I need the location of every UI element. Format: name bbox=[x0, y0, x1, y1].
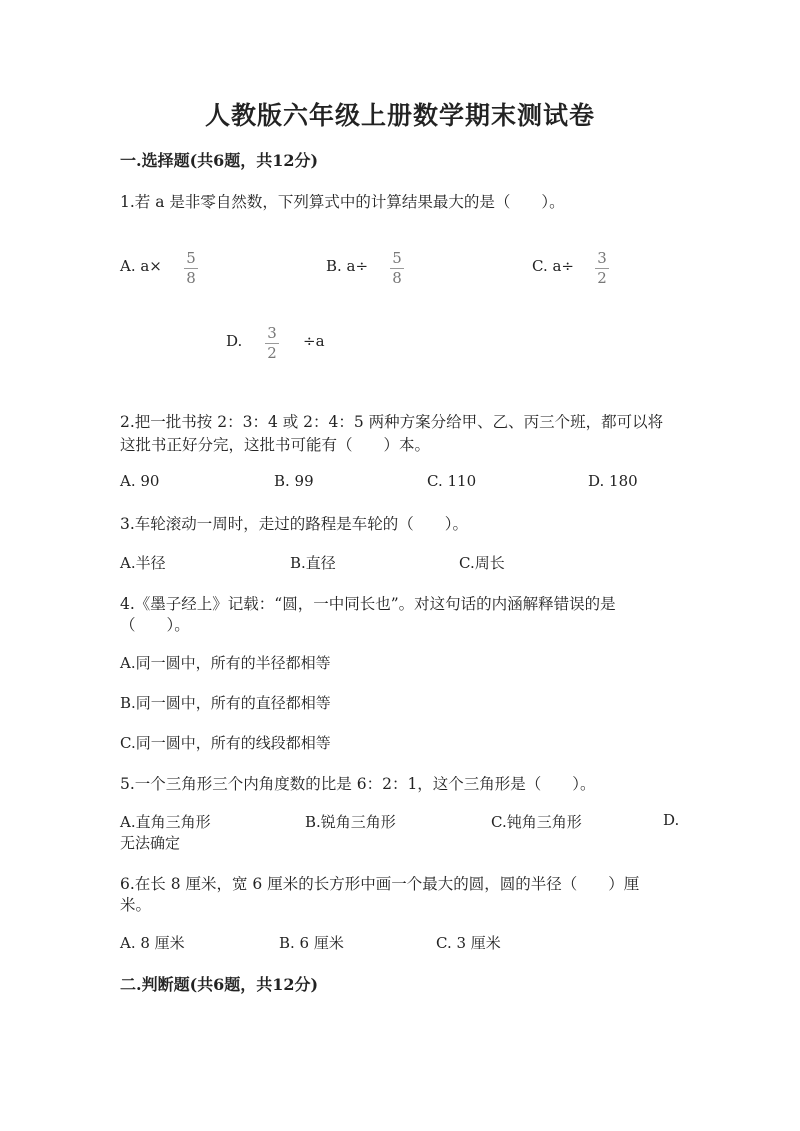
question-5-stem: 5.一个三角形三个内角度数的比是 6：2：1，这个三角形是（ ）。 bbox=[120, 775, 596, 793]
q6-option-c: C. 3 厘米 bbox=[436, 934, 501, 952]
q4-option-c: C.同一圆中，所有的线段都相等 bbox=[120, 734, 331, 752]
section-heading-judgment: 二.判断题(共6题，共12分) bbox=[120, 975, 319, 994]
q4-option-b: B.同一圆中，所有的直径都相等 bbox=[120, 694, 331, 712]
q1-option-c-label: C. a÷ bbox=[532, 257, 574, 275]
denominator: 8 bbox=[392, 269, 402, 287]
question-6-line2: 米。 bbox=[120, 896, 152, 914]
q1-option-b-label: B. a÷ bbox=[326, 257, 369, 275]
q2-option-c: C. 110 bbox=[427, 472, 477, 490]
q5-option-a: A.直角三角形 bbox=[120, 813, 211, 831]
q6-option-a: A. 8 厘米 bbox=[120, 934, 185, 952]
numerator: 3 bbox=[267, 324, 277, 342]
q3-option-c: C.周长 bbox=[459, 554, 505, 572]
q3-option-a: A.半径 bbox=[120, 554, 166, 572]
denominator: 2 bbox=[267, 344, 277, 362]
q2-option-d: D. 180 bbox=[588, 472, 638, 490]
question-4-line2: （ ）。 bbox=[120, 616, 190, 634]
numerator: 3 bbox=[597, 249, 607, 267]
question-2-line2: 这批书正好分完，这批书可能有（ ）本。 bbox=[120, 436, 431, 454]
q1-option-d-fraction bbox=[263, 325, 281, 362]
question-3-stem: 3.车轮滚动一周时，走过的路程是车轮的（ ）。 bbox=[120, 515, 469, 533]
q4-option-a: A.同一圆中，所有的半径都相等 bbox=[120, 654, 331, 672]
numerator: 5 bbox=[186, 249, 196, 267]
question-6-line1: 6.在长 8 厘米，宽 6 厘米的长方形中画一个最大的圆，圆的半径（ ）厘 bbox=[120, 875, 640, 893]
q1-option-d-label: D. bbox=[226, 332, 243, 350]
q5-option-d: D. bbox=[663, 811, 680, 829]
denominator: 8 bbox=[186, 269, 196, 287]
q5-option-d-text: 无法确定 bbox=[120, 834, 181, 852]
q1-option-d-suffix: ÷a bbox=[303, 332, 325, 350]
q2-option-a: A. 90 bbox=[120, 472, 160, 490]
q6-option-b: B. 6 厘米 bbox=[279, 934, 344, 952]
question-4-line1: 4.《墨子经上》记载：“圆，一中同长也”。对这句话的内涵解释错误的是 bbox=[120, 595, 616, 613]
q1-option-b-fraction bbox=[388, 250, 406, 287]
q1-option-c-fraction bbox=[593, 250, 611, 287]
page-title: 人教版六年级上册数学期末测试卷 bbox=[204, 101, 595, 130]
q1-option-a-label: A. a× bbox=[120, 257, 162, 275]
q5-option-c: C.钝角三角形 bbox=[491, 813, 582, 831]
section-heading-choice: 一.选择题(共6题，共12分) bbox=[120, 151, 319, 170]
denominator: 2 bbox=[597, 269, 607, 287]
q1-option-a-fraction bbox=[182, 250, 200, 287]
q5-option-b: B.锐角三角形 bbox=[305, 813, 396, 831]
question-2-line1: 2.把一批书按 2：3：4 或 2：4：5 两种方案分给甲、乙、丙三个班，都可以将 bbox=[120, 413, 664, 431]
question-1-stem: 1.若 a 是非零自然数，下列算式中的计算结果最大的是（ ）。 bbox=[120, 193, 565, 211]
numerator: 5 bbox=[392, 249, 402, 267]
q2-option-b: B. 99 bbox=[274, 472, 314, 490]
q3-option-b: B.直径 bbox=[290, 554, 336, 572]
